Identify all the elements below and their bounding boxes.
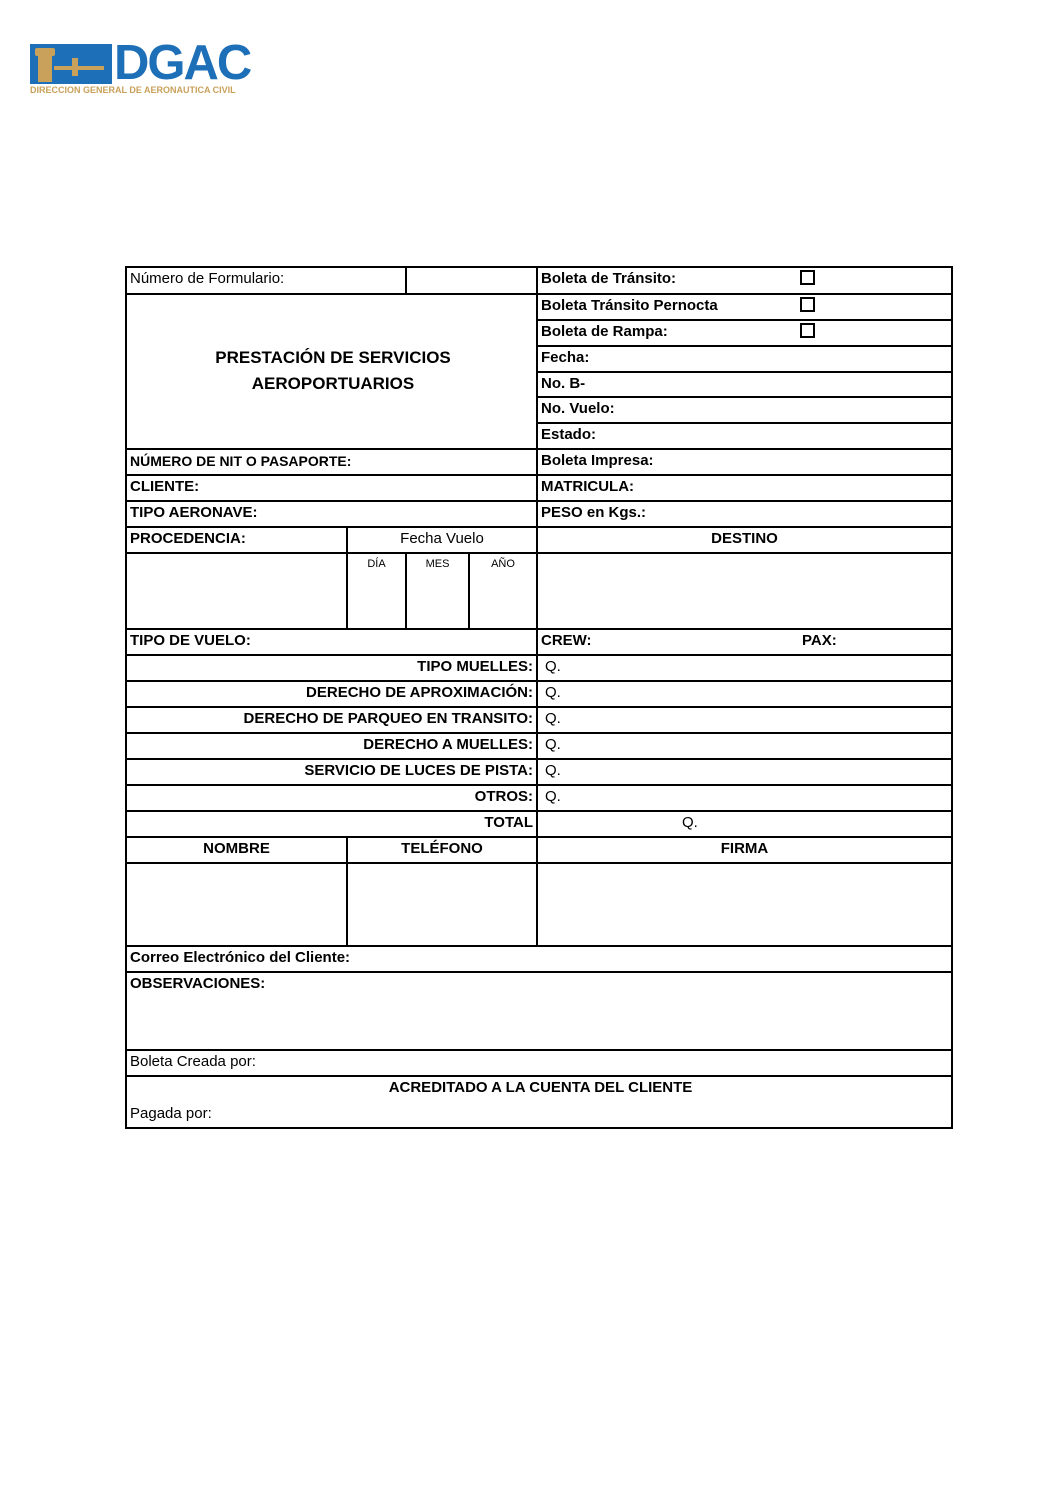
fecha-field[interactable]: Fecha: bbox=[536, 345, 951, 371]
anio-field[interactable]: AÑO bbox=[468, 552, 536, 628]
no-vuelo-field[interactable]: No. Vuelo: bbox=[536, 396, 951, 422]
total-label: TOTAL bbox=[125, 810, 536, 836]
estado-field[interactable]: Estado: bbox=[536, 422, 951, 448]
tipo-vuelo-field[interactable]: TIPO DE VUELO: bbox=[125, 628, 536, 654]
nit-field[interactable]: NÚMERO DE NIT O PASAPORTE: bbox=[125, 448, 536, 474]
dia-field[interactable]: DÍA bbox=[346, 552, 405, 628]
nombre-label: NOMBRE bbox=[125, 836, 346, 862]
pagada-por-field[interactable]: Pagada por: bbox=[130, 1105, 212, 1122]
peso-field[interactable]: PESO en Kgs.: bbox=[536, 500, 951, 526]
observaciones-field[interactable]: OBSERVACIONES: bbox=[125, 971, 951, 1049]
cliente-field[interactable]: CLIENTE: bbox=[125, 474, 536, 500]
boleta-rampa-checkbox[interactable] bbox=[800, 323, 815, 338]
tipo-aeronave-field[interactable]: TIPO AERONAVE: bbox=[125, 500, 536, 526]
form-number-label: Número de Formulario: bbox=[125, 266, 405, 293]
logo-emblem bbox=[30, 44, 112, 84]
correo-field[interactable]: Correo Electrónico del Cliente: bbox=[125, 945, 951, 971]
boleta-pernocta-checkbox[interactable] bbox=[800, 297, 815, 312]
crew-label: CREW: bbox=[541, 632, 592, 649]
parqueo-amount[interactable]: Q. bbox=[536, 706, 951, 732]
boleta-rampa-row: Boleta de Rampa: bbox=[536, 319, 951, 345]
boleta-transito-checkbox[interactable] bbox=[800, 270, 815, 285]
firma-field[interactable] bbox=[536, 862, 951, 945]
acreditado-label: ACREDITADO A LA CUENTA DEL CLIENTE bbox=[388, 1079, 693, 1096]
muelles-amount[interactable]: Q. bbox=[536, 732, 951, 758]
boleta-transito-row: Boleta de Tránsito: bbox=[536, 266, 951, 293]
creada-por-field[interactable]: Boleta Creada por: bbox=[125, 1049, 951, 1075]
tipo-muelles-label: TIPO MUELLES: bbox=[125, 654, 536, 680]
matricula-field[interactable]: MATRICULA: bbox=[536, 474, 951, 500]
form-title: PRESTACIÓN DE SERVICIOS AEROPORTUARIOS bbox=[125, 293, 536, 448]
acreditado-section bbox=[125, 1075, 951, 1127]
no-b-field[interactable]: No. B- bbox=[536, 371, 951, 396]
telefono-label: TELÉFONO bbox=[346, 836, 536, 862]
boleta-pernocta-row: Boleta Tránsito Pernocta bbox=[536, 293, 951, 319]
destino-field[interactable] bbox=[536, 552, 951, 628]
nombre-field[interactable] bbox=[125, 862, 346, 945]
muelles-label: DERECHO A MUELLES: bbox=[125, 732, 536, 758]
parqueo-label: DERECHO DE PARQUEO EN TRANSITO: bbox=[125, 706, 536, 732]
procedencia-label: PROCEDENCIA: bbox=[125, 526, 346, 552]
luces-pista-amount[interactable]: Q. bbox=[536, 758, 951, 784]
crew-pax-row[interactable] bbox=[536, 628, 951, 654]
otros-label: OTROS: bbox=[125, 784, 536, 810]
aproximacion-label: DERECHO DE APROXIMACIÓN: bbox=[125, 680, 536, 706]
fecha-vuelo-label: Fecha Vuelo bbox=[346, 526, 536, 552]
aproximacion-amount[interactable]: Q. bbox=[536, 680, 951, 706]
total-amount[interactable]: Q. bbox=[536, 810, 951, 836]
tipo-muelles-amount[interactable]: Q. bbox=[536, 654, 951, 680]
firma-label: FIRMA bbox=[536, 836, 951, 862]
procedencia-field[interactable] bbox=[125, 552, 346, 628]
luces-pista-label: SERVICIO DE LUCES DE PISTA: bbox=[125, 758, 536, 784]
otros-amount[interactable]: Q. bbox=[536, 784, 951, 810]
mes-field[interactable]: MES bbox=[405, 552, 468, 628]
telefono-field[interactable] bbox=[346, 862, 536, 945]
destino-label: DESTINO bbox=[536, 526, 951, 552]
logo-acronym: DGAC bbox=[114, 36, 251, 90]
dgac-logo bbox=[30, 36, 275, 96]
form-number-field[interactable] bbox=[405, 266, 536, 293]
boleta-impresa-field[interactable]: Boleta Impresa: bbox=[536, 448, 951, 474]
logo-subtitle: DIRECCION GENERAL DE AERONAUTICA CIVIL bbox=[30, 85, 236, 95]
pax-label: PAX: bbox=[802, 632, 837, 649]
